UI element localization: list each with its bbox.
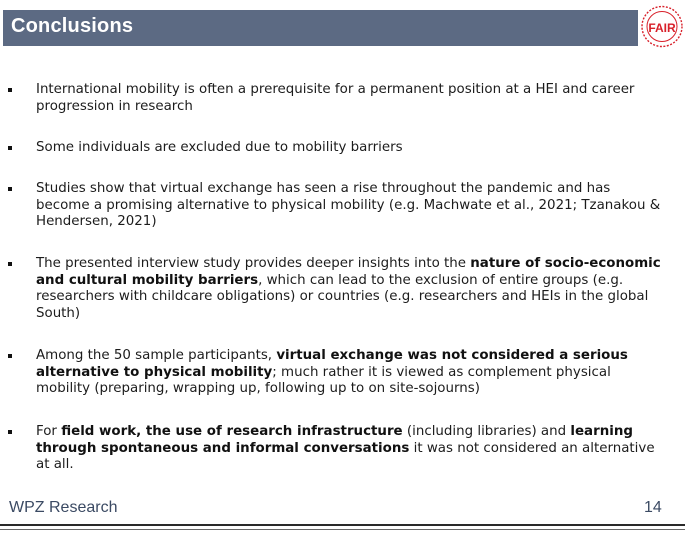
bullet-text-run: ; much rather it is viewed as complement physical mobility (preparing, wrapping up, following up to on site-sojourns) [36,364,611,396]
title-bar [3,10,638,46]
fair-logo [640,3,684,50]
footer-divider [0,529,685,530]
bullet-text [36,256,664,322]
footer-label: WPZ Research [9,499,118,516]
logo-text: FAIR [648,21,676,35]
bullet-text-run: The presented interview study provides deeper insights into the [36,256,471,271]
slide-title: Conclusions [11,15,134,37]
bullet-text-run: International mobility is often a prerequisite for a permanent position at a HEI and career progression in research [36,82,635,114]
bullet-text-bold: field work, the use of research infrastructure [61,424,403,439]
bullet-text-bold: learning through spontaneous and informal conversations [36,424,633,456]
bullet-text-run: it was not considered an alternative at all. [36,440,655,472]
bullet-text [36,82,664,115]
bullet-text-run: (including libraries) and [402,424,571,439]
bullet-text-run: For [36,424,62,439]
bullet-marker [8,187,12,191]
bullet-marker [8,262,12,266]
bullet-marker [8,88,12,92]
bullet-text-bold: nature of socio-economic and cultural mobility barriers [36,256,661,288]
bullet-marker [8,354,12,358]
bullet-text [36,348,664,398]
page-number: 14 [644,499,662,516]
bullet-text [36,424,664,474]
footer-divider [0,524,685,526]
bullet-text [36,181,664,231]
bullet-marker [8,146,12,150]
bullet-text-run: , which can lead to the exclusion of entire groups (e.g. researchers with childcare obligations) or countries (e.g. researchers and HEIs in the global South) [36,272,649,321]
bullet-text-run: Some individuals are excluded due to mobility barriers [36,140,403,155]
bullet-text-run: Studies show that virtual exchange has seen a rise throughout the pandemic and has become a promising alternative to physical mobility (e.g. Machwate et al., 2021; Tzanakou & Hendersen, 2021) [36,181,661,229]
bullet-marker [8,430,12,434]
bullet-text-run: Among the 50 sample participants, [36,348,277,363]
bullet-text-bold: virtual exchange was not considered a serious alternative to physical mobility [36,348,628,380]
bullet-text [36,140,664,157]
